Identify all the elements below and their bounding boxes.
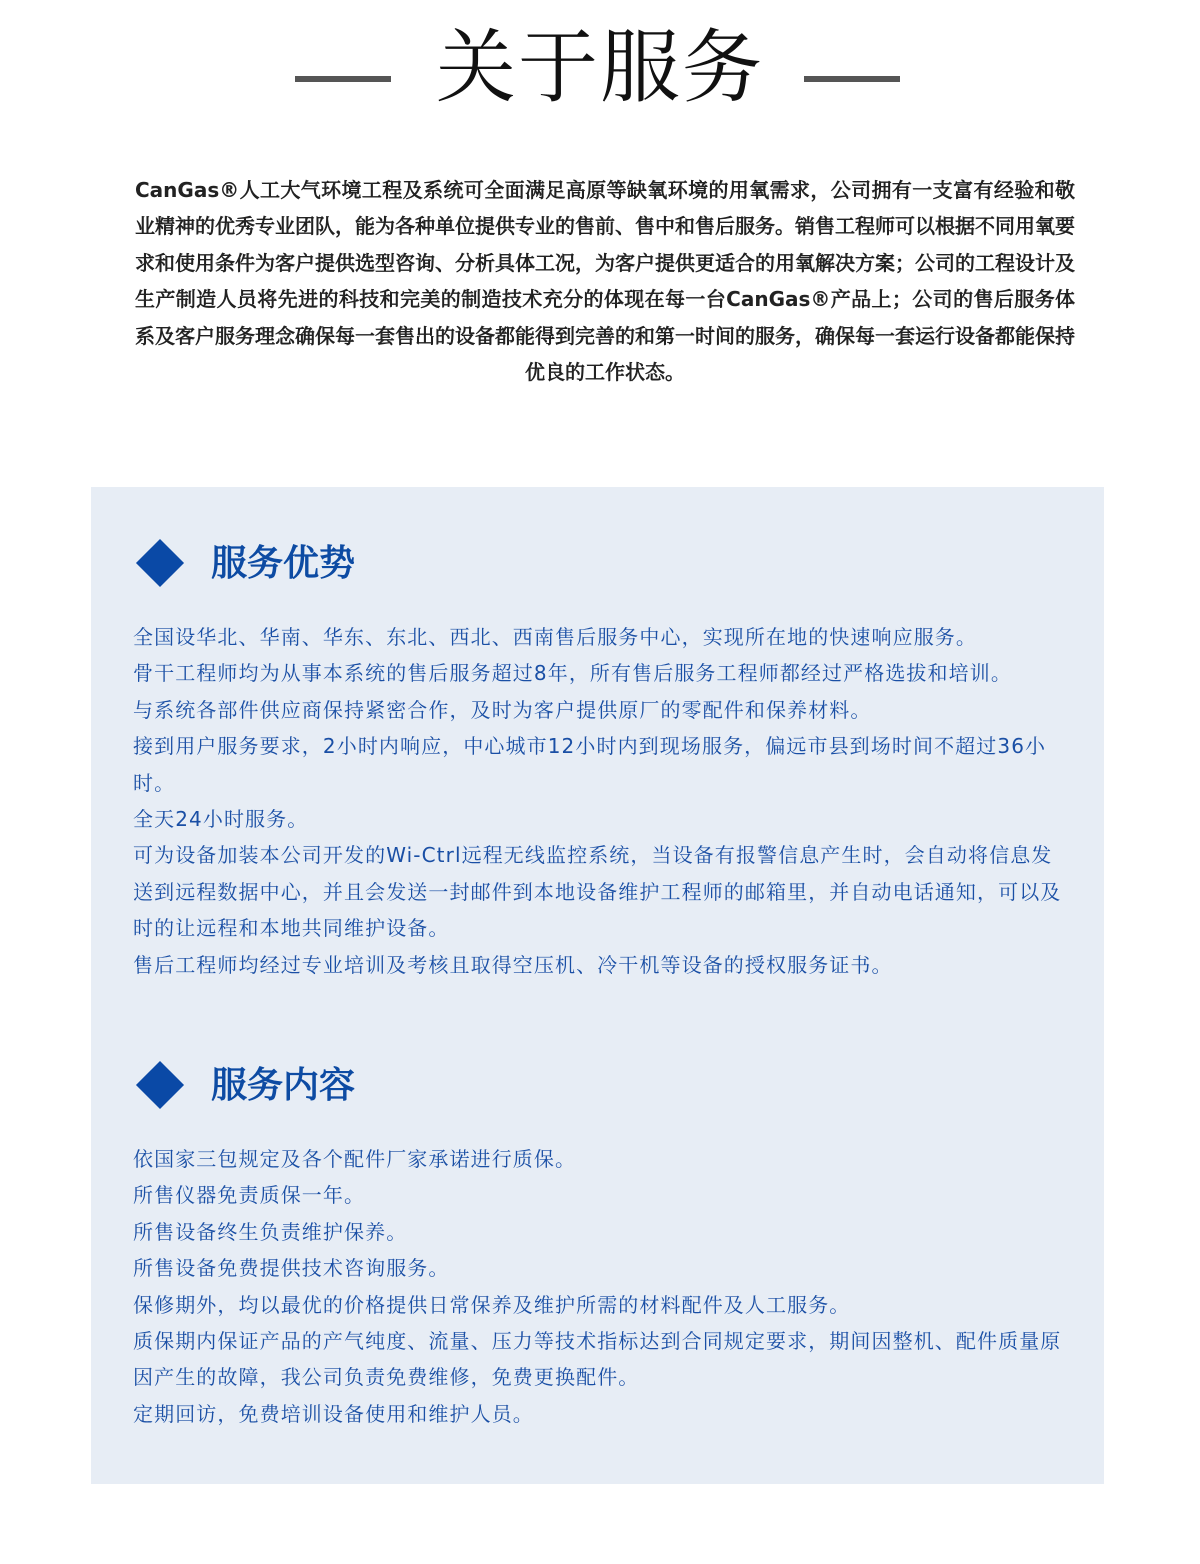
section-title: 服务内容 — [211, 1065, 356, 1106]
diamond-icon — [136, 1061, 184, 1109]
list-item: 售后工程师均经过专业培训及考核且取得空压机、冷干机等设备的授权服务证书。 — [133, 952, 893, 977]
intro-paragraph: CanGas®人工大气环境工程及系统可全面满足高原等缺氧环境的用氧需求，公司拥有一支富有经验和敬业精神的优秀专业团队，能为各种单位提供专业的售前、售中和售后服务。销售工程师可以根据不同用氧要求和使用条件为客户提供选型咨询、分析具体工况，为客户提供更适合的用氧解决方案；公司的工程设计及生产制造人员将先进的科技和完美的制造技术充分的体现在每一台CanGas®产品上；公司的售后服务体系及客户服务理念确保每一套售出的设备都能得到完善的和第一时间的服务，确保每一套运行设备都能保持优良的工作状态。 — [135, 178, 1075, 385]
list-item: 全国设华北、华南、华东、东北、西北、西南售后服务中心，实现所在地的快速响应服务。 — [133, 625, 977, 649]
list-item: 所售设备终生负责维护保养。 — [133, 1219, 408, 1244]
service-panel — [91, 487, 1104, 1484]
content-list — [133, 1141, 1068, 1432]
list-item: 与系统各部件供应商保持紧密合作，及时为客户提供原厂的零配件和保养材料。 — [133, 697, 872, 722]
list-item: 依国家三包规定及各个配件厂家承诺进行质保。 — [133, 1147, 577, 1171]
page-title: 关于服务 — [436, 21, 764, 114]
list-item: 保修期外，均以最优的价格提供日常保养及维护所需的材料配件及人工服务。 — [133, 1292, 851, 1317]
list-item: 骨干工程师均为从事本系统的售后服务超过8年，所有售后服务工程师都经过严格选拔和培训。 — [133, 661, 1012, 686]
section-title: 服务优势 — [211, 543, 356, 584]
page-header — [0, 0, 1200, 140]
list-item: 所售仪器免责质保一年。 — [133, 1183, 366, 1208]
list-item: 定期回访，免费培训设备使用和维护人员。 — [133, 1401, 534, 1426]
list-item: 所售设备免费提供技术咨询服务。 — [133, 1256, 450, 1281]
header-left-rule — [295, 76, 391, 82]
list-item: 质保期内保证产品的产气纯度、流量、压力等技术指标达到合同规定要求，期间因整机、配件质量原因产生的故障，我公司负责免费维修，免费更换配件。 — [133, 1329, 1062, 1390]
list-item: 可为设备加装本公司开发的Wi-Ctrl远程无线监控系统，当设备有报警信息产生时，会自动将信息发送到远程数据中心，并且会发送一封邮件到本地设备维护工程师的邮箱里，并自动电话通知，可以及时的让远程和本地共同维护设备。 — [133, 843, 1062, 941]
list-item: 全天24小时服务。 — [133, 807, 309, 832]
advantages-list — [133, 619, 1068, 983]
list-item: 接到用户服务要求，2小时内响应，中心城市12小时内到现场服务，偏远市县到场时间不超过36小时。 — [133, 734, 1047, 795]
header-right-rule — [804, 76, 900, 82]
diamond-icon — [136, 539, 184, 587]
